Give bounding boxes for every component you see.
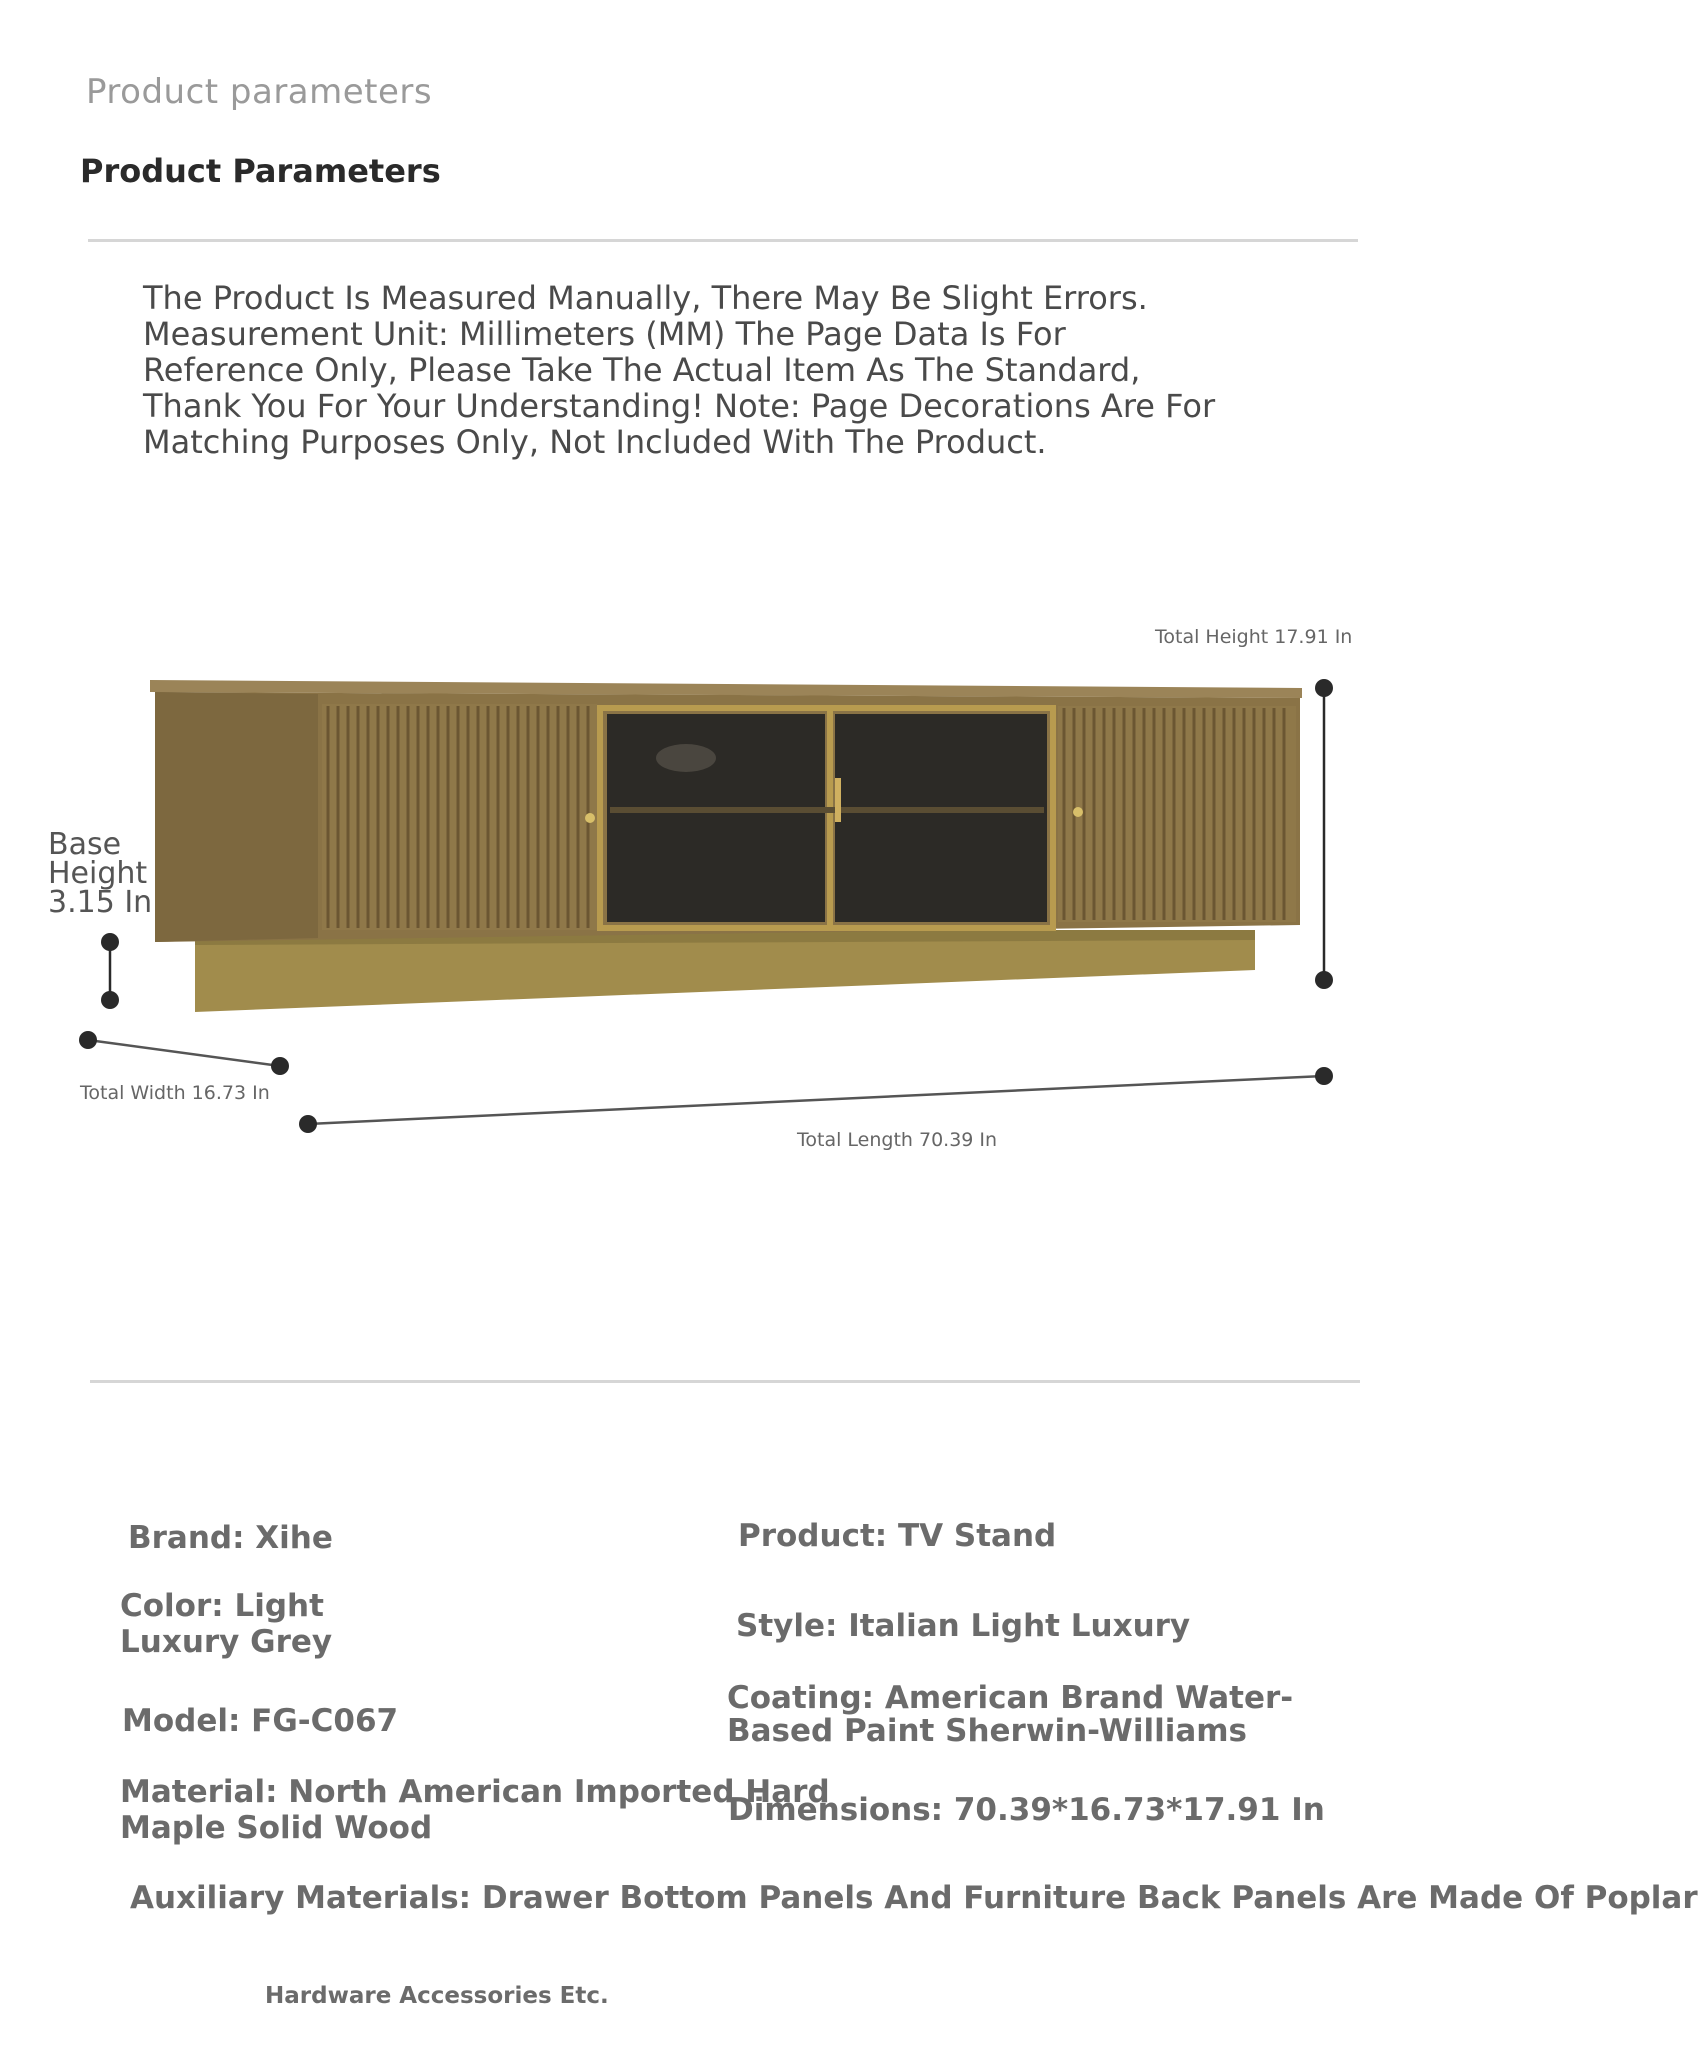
total-height-label: Total Height 17.91 In [1155,626,1353,648]
param-model: Model: FG-C067 [122,1703,399,1739]
param-auxiliary: Auxiliary Materials: Drawer Bottom Panels And Furniture Back Panels Are Made Of Poplar [130,1880,1698,1916]
param-brand: Brand: Xihe [128,1520,333,1556]
faded-title: Product parameters [86,72,433,112]
height-marker [1315,679,1333,989]
param-color: Color: Light Luxury Grey [120,1588,333,1660]
base-height-marker [101,933,119,1009]
tv-stand-illustration [0,600,1438,1160]
param-dimensions: Dimensions: 70.39*16.73*17.91 In [728,1792,1325,1828]
length-marker [299,1067,1333,1133]
total-length-label: Total Length 70.39 In [797,1129,998,1151]
left-door-knob-icon [585,813,595,823]
width-marker [79,1031,289,1075]
param-hardware: Hardware Accessories Etc. [265,1983,609,2009]
total-width-label: Total Width 16.73 In [80,1082,270,1104]
measurement-notice: The Product Is Measured Manually, There May Be Slight Errors. Measurement Unit: Millimeters (MM) The Page Data Is For Reference Only, Please Take The Actual Item As The Standard, Thank You For Your Understanding! Note: Page Decorations Are For Matching Purposes Only, Not Included With The Product. [143,279,1216,461]
section-title: Product Parameters [80,152,441,190]
left-fluted-door [322,704,597,930]
param-coating: Coating: American Brand Water-Based Paint Sherwin-Williams [727,1680,1294,1749]
right-door-knob-icon [1073,807,1083,817]
param-product: Product: TV Stand [738,1518,1057,1554]
base-height-label: Base Height 3.15 In [48,827,153,920]
middle-divider [90,1380,1360,1383]
param-material: Material: North American Imported Hard Maple Solid Wood [120,1774,830,1846]
right-fluted-door [1058,706,1296,922]
top-divider [88,239,1358,242]
param-style: Style: Italian Light Luxury [736,1608,1191,1644]
